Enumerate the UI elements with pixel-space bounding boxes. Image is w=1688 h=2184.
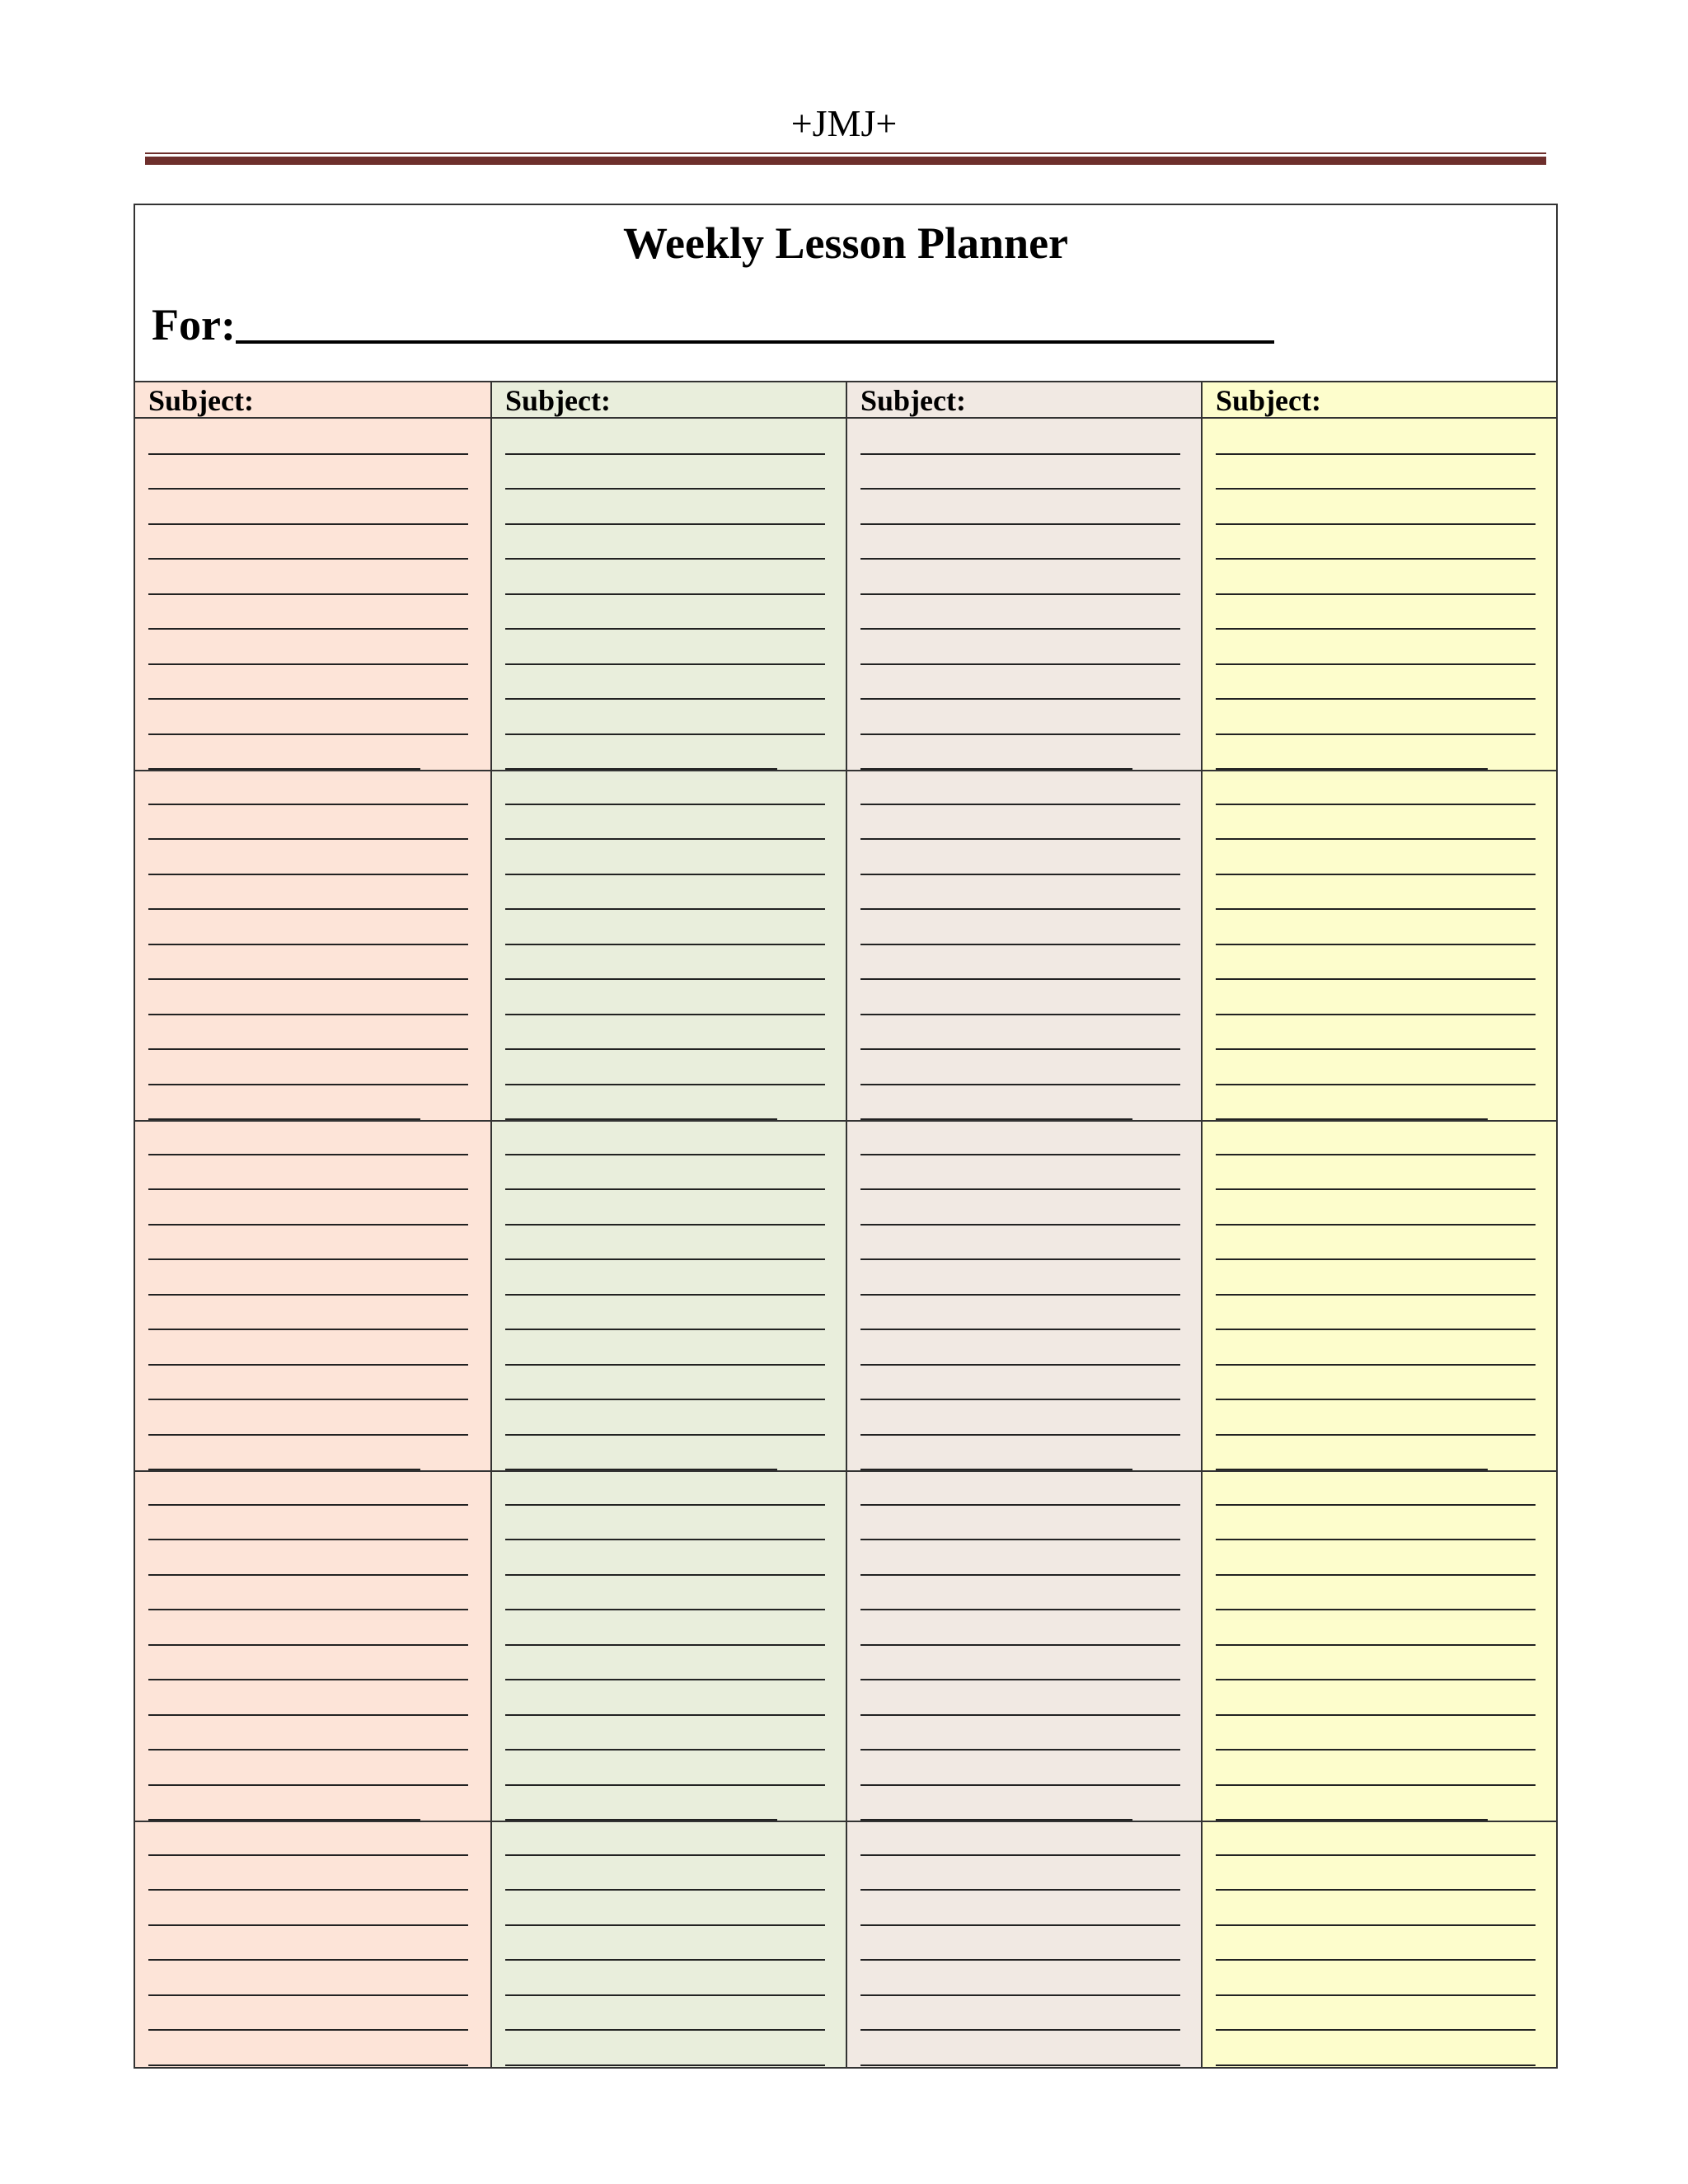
ruled-line (505, 1994, 825, 1996)
ruled-line (860, 698, 1180, 700)
ruled-line (148, 1504, 468, 1506)
ruled-line (1216, 663, 1536, 665)
ruled-line (148, 1258, 468, 1260)
ruled-line (1216, 1224, 1536, 1226)
row-divider (135, 770, 490, 771)
ruled-line (1216, 733, 1536, 735)
ruled-line (1216, 698, 1536, 700)
lesson-planner (134, 204, 1558, 2069)
ruled-line (1216, 838, 1536, 840)
ruled-line (148, 1609, 468, 1610)
ruled-line (505, 523, 825, 525)
ruled-line (148, 1644, 468, 1646)
ruled-line (505, 453, 825, 455)
ruled-line (148, 1784, 468, 1786)
ruled-line (860, 558, 1180, 560)
ruled-line (1216, 1784, 1536, 1786)
ruled-line (860, 1609, 1180, 1610)
ruled-line (860, 663, 1180, 665)
ruled-line (1216, 1539, 1536, 1540)
ruled-line (505, 1224, 825, 1226)
ruled-line (148, 1188, 468, 1190)
ruled-line (505, 874, 825, 875)
ruled-line (1216, 1749, 1536, 1750)
ruled-line (1216, 593, 1536, 595)
ruled-line (860, 1084, 1180, 1085)
ruled-line (505, 593, 825, 595)
ruled-line (505, 1154, 825, 1155)
row-divider (492, 770, 846, 771)
ruled-line (1216, 1854, 1536, 1856)
ruled-line (505, 1399, 825, 1400)
ruled-line (860, 628, 1180, 630)
ruled-line (148, 838, 468, 840)
ruled-line (860, 1294, 1180, 1296)
for-label: For: (152, 300, 236, 349)
row-divider (1203, 1821, 1556, 1822)
ruled-line (860, 804, 1180, 805)
ruled-line (860, 1329, 1180, 1330)
header-rule-thin (145, 152, 1546, 154)
ruled-line (505, 1714, 825, 1716)
ruled-line (1216, 908, 1536, 910)
ruled-line (148, 2029, 468, 2031)
ruled-line (148, 558, 468, 560)
ruled-line (1216, 1154, 1536, 1155)
ruled-line (505, 1329, 825, 1330)
ruled-line (505, 804, 825, 805)
ruled-line (1216, 1714, 1536, 1716)
ruled-line (505, 1084, 825, 1085)
ruled-line (860, 733, 1180, 735)
ruled-line (860, 1714, 1180, 1716)
ruled-line (148, 1434, 468, 1436)
ruled-line (860, 1784, 1180, 1786)
ruled-line (505, 1294, 825, 1296)
ruled-line (1216, 1294, 1536, 1296)
ruled-line (148, 733, 468, 735)
ruled-line (1216, 453, 1536, 455)
row-divider (135, 1120, 490, 1122)
ruled-line (505, 1924, 825, 1926)
ruled-line (505, 2029, 825, 2031)
ruled-line (1216, 944, 1536, 945)
ruled-line (148, 1679, 468, 1680)
ruled-line (148, 1889, 468, 1891)
writing-lines[interactable] (492, 419, 846, 2067)
ruled-line (860, 1749, 1180, 1750)
ruled-line (148, 1399, 468, 1400)
ruled-line (148, 628, 468, 630)
writing-lines[interactable] (135, 419, 490, 2067)
ruled-line (148, 2064, 468, 2066)
ruled-line (505, 1679, 825, 1680)
ruled-line (505, 1014, 825, 1015)
row-divider (492, 1470, 846, 1472)
ruled-line (148, 453, 468, 455)
ruled-line (148, 1364, 468, 1366)
ruled-line (860, 978, 1180, 980)
ruled-line (148, 1224, 468, 1226)
ruled-line (1216, 1048, 1536, 1050)
subject-columns (135, 382, 1556, 2067)
planner-title-area (135, 205, 1556, 382)
ruled-line (1216, 1329, 1536, 1330)
ruled-line (1216, 1014, 1536, 1015)
ruled-line (1216, 1889, 1536, 1891)
writing-lines[interactable] (1203, 419, 1556, 2067)
ruled-line (148, 944, 468, 945)
ruled-line (1216, 1364, 1536, 1366)
ruled-line (1216, 804, 1536, 805)
ruled-line (148, 1014, 468, 1015)
ruled-line (148, 1574, 468, 1576)
writing-lines[interactable] (847, 419, 1201, 2067)
ruled-line (505, 1784, 825, 1786)
ruled-line (148, 1959, 468, 1961)
ruled-line (860, 1014, 1180, 1015)
ruled-line (148, 908, 468, 910)
ruled-line (505, 1609, 825, 1610)
ruled-line (148, 1714, 468, 1716)
subject-column-1 (135, 382, 490, 2067)
ruled-line (860, 453, 1180, 455)
ruled-line (1216, 1609, 1536, 1610)
ruled-line (148, 1294, 468, 1296)
row-divider (135, 1470, 490, 1472)
ruled-line (505, 1258, 825, 1260)
ruled-line (860, 1924, 1180, 1926)
ruled-line (860, 523, 1180, 525)
ruled-line (505, 733, 825, 735)
ruled-line (505, 628, 825, 630)
ruled-line (148, 698, 468, 700)
ruled-line (860, 1539, 1180, 1540)
row-divider (847, 770, 1201, 771)
ruled-line (860, 1679, 1180, 1680)
ruled-line (505, 1539, 825, 1540)
ruled-line (505, 1959, 825, 1961)
ruled-line (1216, 1574, 1536, 1576)
ruled-line (860, 2029, 1180, 2031)
header-rule-thick (145, 157, 1546, 165)
ruled-line (148, 1749, 468, 1750)
ruled-line (860, 838, 1180, 840)
ruled-line (860, 593, 1180, 595)
subject-column-3 (846, 382, 1201, 2067)
ruled-line (505, 1364, 825, 1366)
ruled-line (1216, 1188, 1536, 1190)
ruled-line (860, 1889, 1180, 1891)
ruled-line (148, 1048, 468, 1050)
ruled-line (505, 1574, 825, 1576)
subject-label: Subject: (135, 382, 490, 419)
ruled-line (148, 1924, 468, 1926)
ruled-line (1216, 1434, 1536, 1436)
for-line[interactable] (236, 340, 1274, 344)
ruled-line (505, 2064, 825, 2066)
row-divider (1203, 1120, 1556, 1122)
ruled-line (1216, 1679, 1536, 1680)
ruled-line (505, 1048, 825, 1050)
ruled-line (1216, 2064, 1536, 2066)
ruled-line (860, 1258, 1180, 1260)
ruled-line (860, 488, 1180, 490)
ruled-line (1216, 978, 1536, 980)
ruled-line (505, 488, 825, 490)
ruled-line (860, 1994, 1180, 1996)
row-divider (847, 1120, 1201, 1122)
ruled-line (1216, 1084, 1536, 1085)
ruled-line (860, 1644, 1180, 1646)
ruled-line (148, 488, 468, 490)
ruled-line (505, 978, 825, 980)
ruled-line (860, 2064, 1180, 2066)
row-divider (847, 1470, 1201, 1472)
ruled-line (860, 1854, 1180, 1856)
planner-title: Weekly Lesson Planner (622, 218, 1069, 268)
ruled-line (860, 1504, 1180, 1506)
ruled-line (505, 698, 825, 700)
ruled-line (148, 1994, 468, 1996)
ruled-line (505, 1644, 825, 1646)
ruled-line (1216, 523, 1536, 525)
ruled-line (148, 1084, 468, 1085)
subject-column-2 (490, 382, 846, 2067)
ruled-line (1216, 488, 1536, 490)
ruled-line (860, 908, 1180, 910)
row-divider (847, 1821, 1201, 1822)
ruled-line (1216, 558, 1536, 560)
row-divider (135, 1821, 490, 1822)
ruled-line (148, 1854, 468, 1856)
ruled-line (505, 1749, 825, 1750)
ruled-line (1216, 1994, 1536, 1996)
ruled-line (1216, 874, 1536, 875)
ruled-line (1216, 1399, 1536, 1400)
ruled-line (1216, 1924, 1536, 1926)
ruled-line (860, 1399, 1180, 1400)
ruled-line (148, 1539, 468, 1540)
ruled-line (1216, 628, 1536, 630)
ruled-line (860, 1048, 1180, 1050)
ruled-line (148, 593, 468, 595)
ruled-line (148, 978, 468, 980)
ruled-line (505, 663, 825, 665)
ruled-line (860, 1959, 1180, 1961)
ruled-line (1216, 1504, 1536, 1506)
subject-label: Subject: (492, 382, 846, 419)
ruled-line (860, 874, 1180, 875)
ruled-line (505, 1434, 825, 1436)
subject-column-4 (1201, 382, 1556, 2067)
ruled-line (505, 558, 825, 560)
ruled-line (148, 1154, 468, 1155)
ruled-line (505, 1188, 825, 1190)
ruled-line (505, 944, 825, 945)
row-divider (492, 1120, 846, 1122)
ruled-line (1216, 2029, 1536, 2031)
ruled-line (860, 1434, 1180, 1436)
ruled-line (505, 838, 825, 840)
ruled-line (860, 1574, 1180, 1576)
ruled-line (148, 523, 468, 525)
row-divider (1203, 1470, 1556, 1472)
row-divider (492, 1821, 846, 1822)
ruled-line (1216, 1644, 1536, 1646)
subject-label: Subject: (847, 382, 1201, 419)
ruled-line (505, 1854, 825, 1856)
ruled-line (860, 944, 1180, 945)
row-divider (1203, 770, 1556, 771)
ruled-line (860, 1224, 1180, 1226)
ruled-line (1216, 1258, 1536, 1260)
ruled-line (148, 663, 468, 665)
subject-label: Subject: (1203, 382, 1556, 419)
ruled-line (505, 1504, 825, 1506)
ruled-line (505, 908, 825, 910)
ruled-line (860, 1154, 1180, 1155)
ruled-line (860, 1188, 1180, 1190)
ruled-line (148, 1329, 468, 1330)
ruled-line (148, 804, 468, 805)
ruled-line (1216, 1959, 1536, 1961)
ruled-line (505, 1889, 825, 1891)
ruled-line (860, 1364, 1180, 1366)
page-header-text: +JMJ+ (790, 102, 898, 144)
ruled-line (148, 874, 468, 875)
